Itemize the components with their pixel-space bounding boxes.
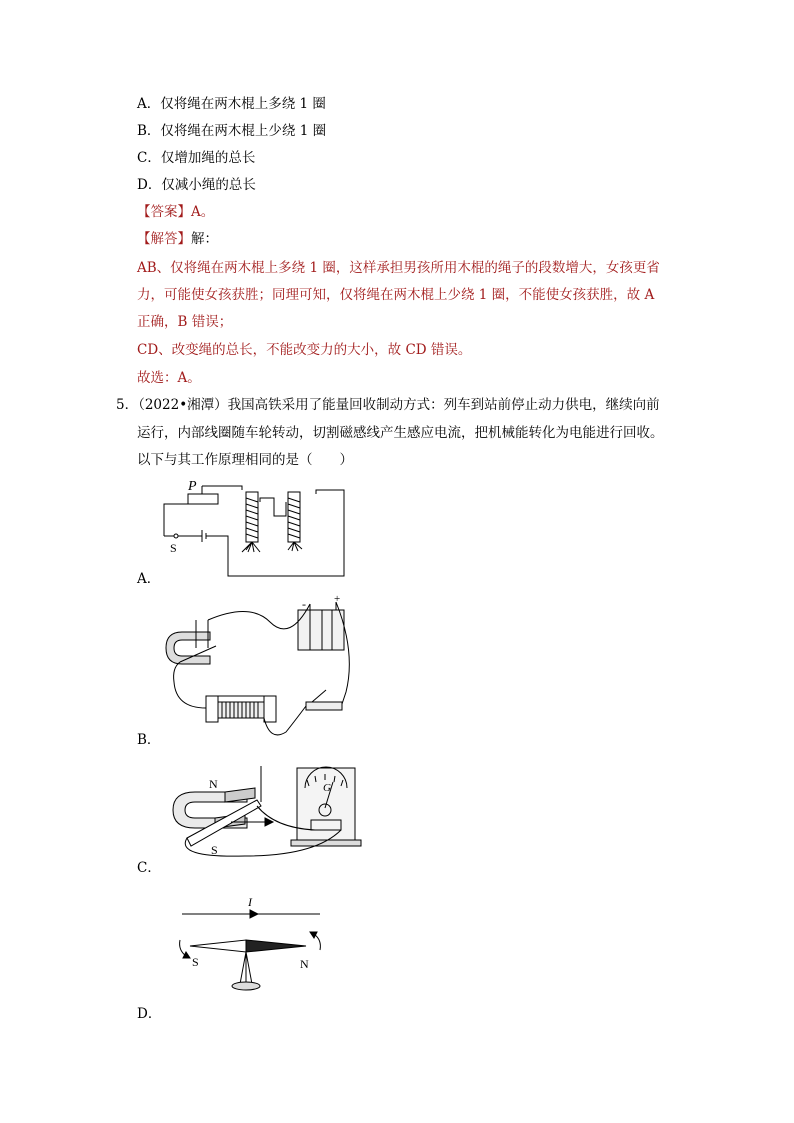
analysis-tag: 【解答】 bbox=[137, 231, 191, 247]
figure-a-option: A． bbox=[137, 571, 161, 587]
option-a: A．仅将绳在两木棍上多绕 1 圈 bbox=[137, 96, 326, 112]
label-s: S bbox=[170, 541, 177, 555]
conclusion: 故选：A。 bbox=[137, 370, 201, 386]
question-5-line-2: 运行，内部线圈随车轮转动，切割磁感线产生感应电流，把机械能转化为电能进行回收。 bbox=[137, 425, 664, 441]
analysis-line-3: 正确，B 错误； bbox=[137, 314, 233, 330]
label-s: S bbox=[211, 843, 218, 857]
figure-d-option: D． bbox=[137, 1006, 162, 1022]
figure-b-motor-circuit bbox=[160, 592, 356, 744]
label-minus: - bbox=[302, 597, 306, 611]
label-g: G bbox=[323, 782, 331, 794]
label-s: S bbox=[192, 955, 199, 969]
analysis-line-4: CD、改变绳的总长，不能改变力的大小，故 CD 错误。 bbox=[137, 342, 472, 358]
analysis-header bbox=[137, 229, 218, 249]
label-plus: + bbox=[334, 593, 341, 605]
analysis-line-2: 力，可能使女孩获胜；同理可知，仅将绳在两木棍上少绕 1 圈，不能使女孩获胜，故 A bbox=[137, 287, 655, 303]
question-5-line-1 bbox=[116, 395, 660, 415]
label-n: N bbox=[209, 777, 218, 791]
option-b: B．仅将绳在两木棍上少绕 1 圈 bbox=[137, 123, 327, 139]
analysis-colon: 解： bbox=[191, 231, 218, 247]
label-p: P bbox=[188, 479, 197, 494]
analysis-line-1: AB、仅将绳在两木棍上多绕 1 圈，这样承担男孩所用木棍的绳子的段数增大，女孩更省 bbox=[137, 260, 660, 276]
answer-value: A。 bbox=[191, 204, 215, 220]
label-i: I bbox=[248, 895, 252, 909]
figure-b-option: B． bbox=[137, 732, 161, 748]
figure-d-oersted bbox=[170, 894, 326, 998]
answer-tag: 【答案】 bbox=[137, 204, 191, 220]
question-text-1: （2022•湘潭）我国高铁采用了能量回收制动方式：列车到站前停止动力供电，继续向前 bbox=[138, 397, 660, 413]
option-c: C．仅增加绳的总长 bbox=[137, 150, 256, 166]
label-n: N bbox=[300, 957, 309, 971]
figure-c-option: C． bbox=[137, 860, 161, 876]
figure-a-electromagnet-circuit bbox=[150, 476, 350, 580]
question-5-line-3: 以下与其工作原理相同的是（ ） bbox=[137, 452, 353, 468]
question-number: 5． bbox=[116, 397, 139, 413]
option-d: D．仅减小绳的总长 bbox=[137, 177, 256, 193]
figure-c-induction bbox=[165, 758, 375, 862]
answer-line bbox=[137, 202, 214, 222]
